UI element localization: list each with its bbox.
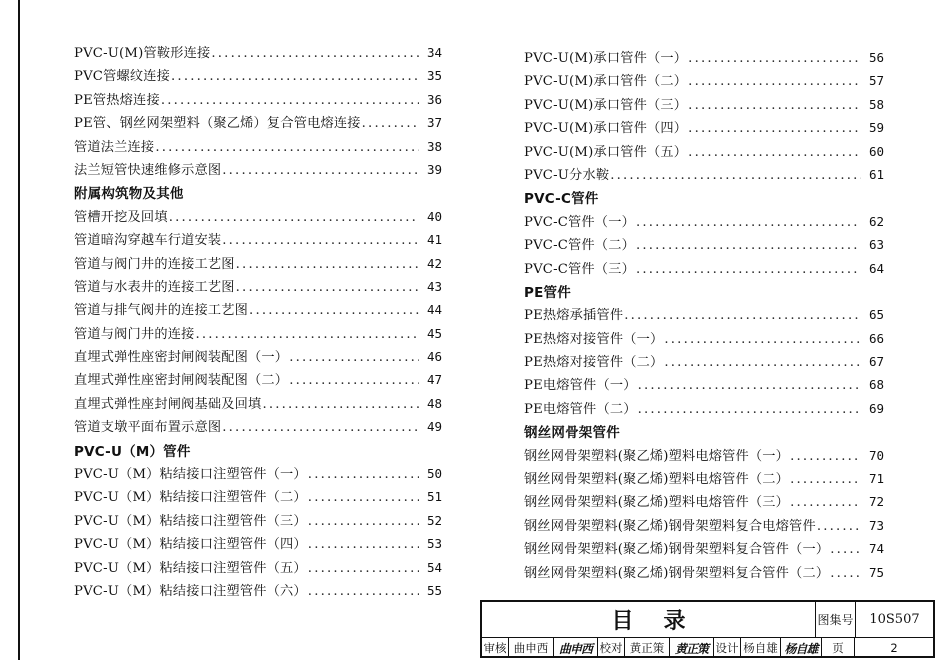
toc-entry-title: PE热熔对接管件（二）: [524, 355, 664, 371]
toc-entry-title: PVC-C管件（一）: [524, 214, 635, 230]
toc-entry: [74, 346, 442, 369]
toc-section-heading: [524, 281, 884, 304]
dot-leader: [169, 210, 419, 225]
toc-entry: [74, 580, 442, 603]
toc-entry: [524, 445, 884, 468]
toc-entry: [74, 323, 442, 346]
dot-leader: [790, 449, 861, 464]
toc-entry-title: 钢丝网骨架塑料(聚乙烯)钢骨架塑料复合电熔管件: [524, 518, 816, 534]
toc-entry: [524, 515, 884, 538]
checker-signature: 黄正策: [670, 638, 714, 658]
check-label: 校对: [598, 638, 625, 658]
dot-leader: [636, 215, 861, 230]
dot-leader: [308, 514, 419, 529]
toc-entry-title: PVC-U(M)承口管件（二）: [524, 74, 688, 90]
toc-entry-title: 钢丝网骨架塑料(聚乙烯)钢骨架塑料复合管件（二）: [524, 565, 830, 581]
toc-entry: [524, 211, 884, 234]
design-label: 设计: [714, 638, 741, 658]
page-label: 页: [822, 638, 855, 658]
title-block-title: 目录: [482, 602, 816, 638]
toc-entry-title: PVC-U（M）粘结接口注塑管件（六）: [74, 583, 307, 599]
toc-entry-page: 71: [868, 471, 884, 487]
toc-entry-page: 63: [868, 237, 884, 253]
toc-entry-page: 52: [426, 512, 442, 528]
toc-entry: [74, 299, 442, 322]
toc-entry-page: 35: [426, 68, 442, 84]
dot-leader: [308, 561, 419, 576]
toc-entry-title: 管道与阀门井的连接工艺图: [74, 256, 235, 272]
toc-entry-page: 44: [426, 302, 442, 318]
toc-entry: [524, 94, 884, 117]
toc-entry-title: PVC-U（M）粘结接口注塑管件（三）: [74, 513, 307, 529]
toc-entry-title: PVC-C管件: [524, 191, 599, 208]
toc-entry-title: PVC管螺纹连接: [74, 69, 171, 85]
toc-entry: [74, 112, 442, 135]
page-border-left: [18, 0, 20, 660]
toc-entry: [524, 538, 884, 561]
toc-entry-page: 38: [426, 138, 442, 154]
toc-entry-title: PVC-C管件（三）: [524, 261, 635, 277]
toc-right-column: [524, 47, 884, 585]
toc-entry-title: PVC-U（M）粘结接口注塑管件（五）: [74, 560, 307, 576]
dot-leader: [308, 584, 419, 599]
dot-leader: [817, 519, 861, 534]
toc-entry: [524, 562, 884, 585]
toc-entry: [524, 47, 884, 70]
toc-entry: [524, 117, 884, 140]
toc-entry-page: 57: [868, 73, 884, 89]
toc-entry: [74, 229, 442, 252]
dot-leader: [289, 350, 419, 365]
toc-entry-title: 附属构筑物及其他: [74, 186, 184, 203]
toc-entry-title: PVC-U（M）粘结接口注塑管件（一）: [74, 467, 307, 483]
toc-entry-page: 47: [426, 372, 442, 388]
toc-entry-page: 54: [426, 559, 442, 575]
toc-entry-title: PVC-U（M）管件: [74, 443, 191, 460]
toc-entry: [524, 258, 884, 281]
toc-entry-page: 43: [426, 278, 442, 294]
dot-leader: [308, 490, 419, 505]
dot-leader: [636, 238, 861, 253]
dot-leader: [636, 262, 861, 277]
toc-entry-page: 65: [868, 307, 884, 323]
toc-entry: [524, 468, 884, 491]
dot-leader: [688, 51, 861, 66]
dot-leader: [664, 332, 861, 347]
toc-entry-title: PVC-U(M)承口管件（五）: [524, 144, 688, 160]
toc-entry-page: 42: [426, 255, 442, 271]
toc-entry-page: 66: [868, 330, 884, 346]
toc-entry: [74, 159, 442, 182]
toc-entry-title: 管道与水表井的连接工艺图: [74, 279, 235, 295]
atlas-number-label: 图集号: [816, 602, 856, 638]
toc-entry-title: 直埋式弹性座密封闸阀装配图（一）: [74, 350, 289, 366]
dot-leader: [222, 420, 419, 435]
toc-entry-title: 管槽开挖及回填: [74, 209, 168, 225]
dot-leader: [196, 327, 420, 342]
dot-leader: [236, 257, 419, 272]
toc-entry-page: 70: [868, 447, 884, 463]
checker-name: 黄正策: [625, 638, 670, 658]
toc-entry-page: 64: [868, 260, 884, 276]
toc-entry-title: 管道与排气阀井的连接工艺图: [74, 303, 249, 319]
toc-entry-page: 62: [868, 213, 884, 229]
toc-entry-title: 管道暗沟穿越车行道安装: [74, 233, 222, 249]
toc-entry: [524, 141, 884, 164]
toc-entry-title: 直埋式弹性座封闸阀基础及回填: [74, 396, 262, 412]
toc-entry: [524, 70, 884, 93]
toc-entry-title: PVC-U分水鞍: [524, 167, 610, 183]
dot-leader: [236, 280, 419, 295]
toc-entry-title: 管道法兰连接: [74, 139, 155, 155]
toc-entry: [74, 557, 442, 580]
toc-entry-title: 钢丝网骨架塑料(聚乙烯)塑料电熔管件（一）: [524, 448, 790, 464]
toc-entry-page: 41: [426, 232, 442, 248]
toc-entry-page: 75: [868, 564, 884, 580]
toc-entry-page: 72: [868, 494, 884, 510]
toc-entry-page: 46: [426, 349, 442, 365]
toc-entry-title: 钢丝网骨架塑料(聚乙烯)钢骨架塑料复合管件（一）: [524, 542, 830, 558]
toc-entry-title: PVC-C管件（二）: [524, 238, 635, 254]
toc-entry-page: 37: [426, 115, 442, 131]
toc-entry-page: 60: [868, 143, 884, 159]
toc-entry-page: 40: [426, 208, 442, 224]
dot-leader: [262, 397, 419, 412]
dot-leader: [790, 472, 861, 487]
toc-entry-page: 58: [868, 96, 884, 112]
toc-entry-title: PE管件: [524, 284, 571, 301]
toc-entry-page: 55: [426, 582, 442, 598]
toc-entry-page: 59: [868, 120, 884, 136]
title-block: [480, 600, 935, 658]
toc-entry-page: 36: [426, 91, 442, 107]
dot-leader: [222, 233, 419, 248]
dot-leader: [308, 467, 419, 482]
toc-entry-page: 69: [868, 400, 884, 416]
toc-entry-page: 68: [868, 377, 884, 393]
toc-entry: [524, 164, 884, 187]
toc-entry: [74, 510, 442, 533]
toc-entry-title: PE电熔管件（一）: [524, 378, 637, 394]
toc-entry: [74, 276, 442, 299]
dot-leader: [222, 163, 419, 178]
toc-entry-title: 法兰短管快速维修示意图: [74, 162, 222, 178]
review-label: 审核: [482, 638, 509, 658]
toc-entry: [74, 42, 442, 65]
toc-left-column: [74, 42, 442, 603]
dot-leader: [610, 168, 861, 183]
toc-entry-title: PE管热熔连接: [74, 92, 160, 108]
toc-entry: [74, 65, 442, 88]
toc-entry-page: 61: [868, 166, 884, 182]
toc-entry: [74, 136, 442, 159]
toc-entry-page: 39: [426, 161, 442, 177]
toc-entry: [524, 304, 884, 327]
toc-entry: [74, 89, 442, 112]
toc-entry: [74, 206, 442, 229]
toc-entry: [74, 393, 442, 416]
designer-signature: 杨自雄: [781, 638, 822, 658]
toc-entry-page: 53: [426, 536, 442, 552]
dot-leader: [790, 495, 861, 510]
designer-name: 杨自雄: [741, 638, 781, 658]
dot-leader: [289, 373, 419, 388]
toc-entry-page: 50: [426, 466, 442, 482]
toc-entry-page: 73: [868, 517, 884, 533]
page-number: 2: [890, 641, 898, 655]
toc-section-heading: [74, 440, 442, 463]
dot-leader: [362, 116, 419, 131]
dot-leader: [161, 93, 419, 108]
toc-entry: [524, 398, 884, 421]
toc-entry: [74, 369, 442, 392]
dot-leader: [830, 542, 861, 557]
toc-section-heading: [74, 182, 442, 205]
toc-entry-page: 34: [426, 45, 442, 60]
dot-leader: [688, 98, 861, 113]
toc-entry: [74, 463, 442, 486]
atlas-number: 10S507: [856, 602, 933, 638]
toc-entry-page: 49: [426, 419, 442, 435]
toc-entry-title: PE管、钢丝网架塑料（聚乙烯）复合管电熔连接: [74, 116, 361, 132]
toc-entry-title: PVC-U（M）粘结接口注塑管件（四）: [74, 537, 307, 553]
toc-entry: [74, 416, 442, 439]
toc-entry-page: 56: [868, 50, 884, 65]
toc-entry-title: 管道支墩平面布置示意图: [74, 420, 222, 436]
toc-entry-title: PE电熔管件（二）: [524, 401, 637, 417]
dot-leader: [171, 69, 419, 84]
dot-leader: [249, 303, 419, 318]
toc-entry: [524, 351, 884, 374]
dot-leader: [155, 140, 419, 155]
dot-leader: [688, 145, 861, 160]
dot-leader: [308, 537, 419, 552]
dot-leader: [638, 378, 861, 393]
toc-entry: [74, 486, 442, 509]
reviewer-signature: 曲申西: [554, 638, 598, 658]
toc-entry-page: 48: [426, 395, 442, 411]
toc-entry-title: PVC-U(M)管鞍形连接: [74, 46, 211, 61]
toc-entry-title: 钢丝网骨架塑料(聚乙烯)塑料电熔管件（三）: [524, 495, 790, 511]
toc-entry-title: PE热熔承插管件: [524, 308, 624, 324]
toc-entry: [74, 253, 442, 276]
dot-leader: [664, 355, 861, 370]
dot-leader: [211, 46, 419, 61]
toc-entry-title: PVC-U(M)承口管件（一）: [524, 51, 688, 66]
reviewer-name: 曲申西: [509, 638, 554, 658]
toc-entry-title: PVC-U(M)承口管件（三）: [524, 97, 688, 113]
toc-entry-title: 钢丝网骨架管件: [524, 425, 620, 442]
dot-leader: [830, 566, 861, 581]
toc-entry: [74, 533, 442, 556]
toc-entry: [524, 374, 884, 397]
toc-entry: [524, 328, 884, 351]
toc-entry: [524, 234, 884, 257]
dot-leader: [624, 308, 861, 323]
toc-entry-title: 管道与阀门井的连接: [74, 326, 195, 342]
dot-leader: [688, 74, 861, 89]
toc-entry-title: 直埋式弹性座密封闸阀装配图（二）: [74, 373, 289, 389]
toc-entry-page: 45: [426, 325, 442, 341]
toc-entry-title: PVC-U(M)承口管件（四）: [524, 121, 688, 137]
signature-row: [482, 638, 933, 658]
toc-section-heading: [524, 421, 884, 444]
toc-section-heading: [524, 187, 884, 210]
toc-entry-title: PE热熔对接管件（一）: [524, 331, 664, 347]
dot-leader: [638, 402, 861, 417]
toc-entry-page: 67: [868, 354, 884, 370]
toc-entry-page: 74: [868, 541, 884, 557]
dot-leader: [688, 121, 861, 136]
toc-entry-page: 51: [426, 489, 442, 505]
toc-entry-title: 钢丝网骨架塑料(聚乙烯)塑料电熔管件（二）: [524, 472, 790, 488]
toc-entry: [524, 491, 884, 514]
toc-entry-title: PVC-U（M）粘结接口注塑管件（二）: [74, 490, 307, 506]
